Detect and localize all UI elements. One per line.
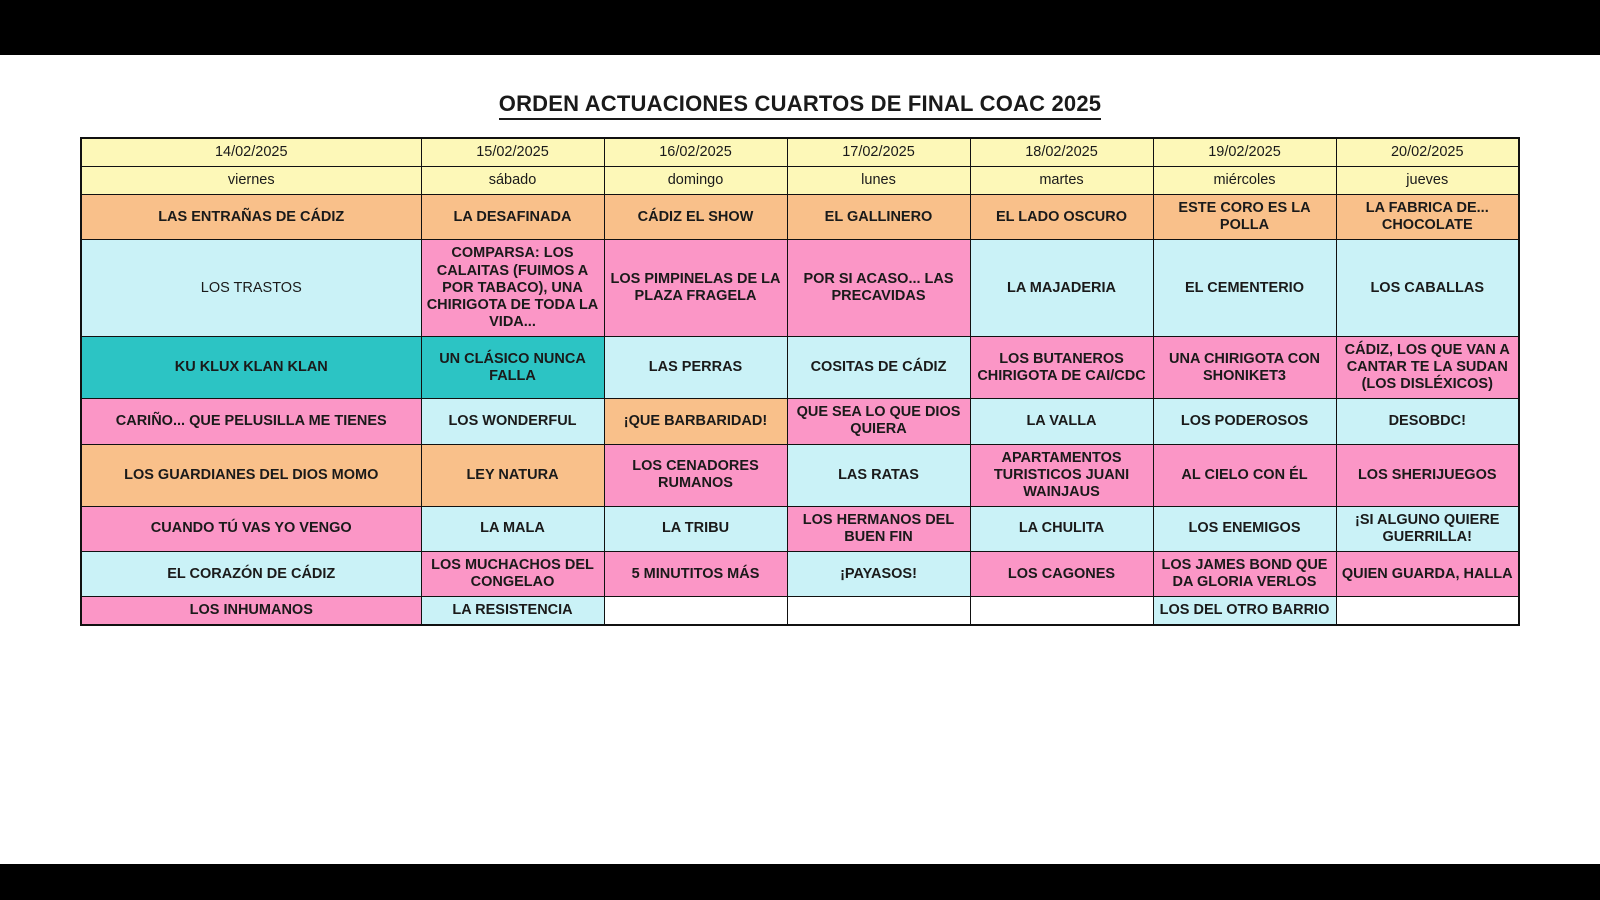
performance-cell: EL CORAZÓN DE CÁDIZ — [81, 552, 421, 597]
performance-cell: LOS INHUMANOS — [81, 597, 421, 626]
performance-cell: LAS ENTRAÑAS DE CÁDIZ — [81, 195, 421, 240]
performance-cell: LOS CABALLAS — [1336, 240, 1519, 337]
weekday-cell: jueves — [1336, 167, 1519, 195]
empty-cell — [604, 597, 787, 626]
table-row — [81, 195, 1519, 240]
performance-cell: POR SI ACASO... LAS PRECAVIDAS — [787, 240, 970, 337]
weekday-cell: martes — [970, 167, 1153, 195]
performance-cell: COMPARSA: LOS CALAITAS (FUIMOS A POR TABACO), UNA CHIRIGOTA DE TODA LA VIDA... — [421, 240, 604, 337]
performance-cell: APARTAMENTOS TURISTICOS JUANI WAINJAUS — [970, 444, 1153, 506]
date-cell: 18/02/2025 — [970, 138, 1153, 167]
empty-cell — [1336, 597, 1519, 626]
performance-cell: KU KLUX KLAN KLAN — [81, 336, 421, 398]
empty-cell — [970, 597, 1153, 626]
performance-cell: AL CIELO CON ÉL — [1153, 444, 1336, 506]
date-cell: 17/02/2025 — [787, 138, 970, 167]
letterbox-bottom — [0, 864, 1600, 900]
table-row — [81, 597, 1519, 626]
performance-cell: QUIEN GUARDA, HALLA — [1336, 552, 1519, 597]
page-title — [0, 91, 1600, 117]
performance-cell: LOS BUTANEROS CHIRIGOTA DE CAI/CDC — [970, 336, 1153, 398]
performance-cell: DESOBDC! — [1336, 399, 1519, 444]
table-row — [81, 506, 1519, 551]
performance-cell: LOS PODEROSOS — [1153, 399, 1336, 444]
performance-cell: QUE SEA LO QUE DIOS QUIERA — [787, 399, 970, 444]
table-row — [81, 444, 1519, 506]
performance-cell: CUANDO TÚ VAS YO VENGO — [81, 506, 421, 551]
performance-cell: LA CHULITA — [970, 506, 1153, 551]
date-cell: 16/02/2025 — [604, 138, 787, 167]
performance-cell: LA MALA — [421, 506, 604, 551]
performance-cell: LA TRIBU — [604, 506, 787, 551]
weekday-cell: sábado — [421, 167, 604, 195]
performance-cell: LOS PIMPINELAS DE LA PLAZA FRAGELA — [604, 240, 787, 337]
performance-cell: LOS ENEMIGOS — [1153, 506, 1336, 551]
performance-cell: LA VALLA — [970, 399, 1153, 444]
weekday-cell: lunes — [787, 167, 970, 195]
performance-cell: LOS CAGONES — [970, 552, 1153, 597]
table-row — [81, 552, 1519, 597]
performance-cell: ¡PAYASOS! — [787, 552, 970, 597]
performance-cell: 5 MINUTITOS MÁS — [604, 552, 787, 597]
table-row — [81, 399, 1519, 444]
performance-cell: CARIÑO... QUE PELUSILLA ME TIENES — [81, 399, 421, 444]
schedule-container — [80, 137, 1520, 626]
performance-cell: LA RESISTENCIA — [421, 597, 604, 626]
schedule-table-body — [81, 138, 1519, 625]
performance-cell: LA DESAFINADA — [421, 195, 604, 240]
performance-cell: EL LADO OSCURO — [970, 195, 1153, 240]
performance-cell: EL GALLINERO — [787, 195, 970, 240]
performance-cell: LOS CENADORES RUMANOS — [604, 444, 787, 506]
weekday-cell: domingo — [604, 167, 787, 195]
performance-cell: LOS MUCHACHOS DEL CONGELAO — [421, 552, 604, 597]
date-cell: 14/02/2025 — [81, 138, 421, 167]
performance-cell: ESTE CORO ES LA POLLA — [1153, 195, 1336, 240]
performance-cell: LOS SHERIJUEGOS — [1336, 444, 1519, 506]
weekday-cell: viernes — [81, 167, 421, 195]
performance-cell: UNA CHIRIGOTA CON SHONIKET3 — [1153, 336, 1336, 398]
letterbox-top — [0, 0, 1600, 55]
date-cell: 19/02/2025 — [1153, 138, 1336, 167]
performance-cell: LA FABRICA DE... CHOCOLATE — [1336, 195, 1519, 240]
page-title-text: ORDEN ACTUACIONES CUARTOS DE FINAL COAC 2025 — [499, 91, 1101, 120]
performance-cell: COSITAS DE CÁDIZ — [787, 336, 970, 398]
performance-cell: LOS JAMES BOND QUE DA GLORIA VERLOS — [1153, 552, 1336, 597]
performance-cell: CÁDIZ, LOS QUE VAN A CANTAR TE LA SUDAN (LOS DISLÉXICOS) — [1336, 336, 1519, 398]
document-sheet — [0, 55, 1600, 864]
weekday-cell: miércoles — [1153, 167, 1336, 195]
schedule-table — [80, 137, 1520, 626]
header-row-weekdays — [81, 167, 1519, 195]
performance-cell: LOS WONDERFUL — [421, 399, 604, 444]
table-row — [81, 336, 1519, 398]
performance-cell: ¡QUE BARBARIDAD! — [604, 399, 787, 444]
date-cell: 15/02/2025 — [421, 138, 604, 167]
performance-cell: LAS PERRAS — [604, 336, 787, 398]
performance-cell: LOS GUARDIANES DEL DIOS MOMO — [81, 444, 421, 506]
date-cell: 20/02/2025 — [1336, 138, 1519, 167]
performance-cell: EL CEMENTERIO — [1153, 240, 1336, 337]
performance-cell: ¡SI ALGUNO QUIERE GUERRILLA! — [1336, 506, 1519, 551]
performance-cell: LOS HERMANOS DEL BUEN FIN — [787, 506, 970, 551]
table-row — [81, 240, 1519, 337]
performance-cell: LAS RATAS — [787, 444, 970, 506]
performance-cell: CÁDIZ EL SHOW — [604, 195, 787, 240]
performance-cell: LA MAJADERIA — [970, 240, 1153, 337]
performance-cell: LOS TRASTOS — [81, 240, 421, 337]
empty-cell — [787, 597, 970, 626]
performance-cell: UN CLÁSICO NUNCA FALLA — [421, 336, 604, 398]
header-row-dates — [81, 138, 1519, 167]
performance-cell: LEY NATURA — [421, 444, 604, 506]
performance-cell: LOS DEL OTRO BARRIO — [1153, 597, 1336, 626]
